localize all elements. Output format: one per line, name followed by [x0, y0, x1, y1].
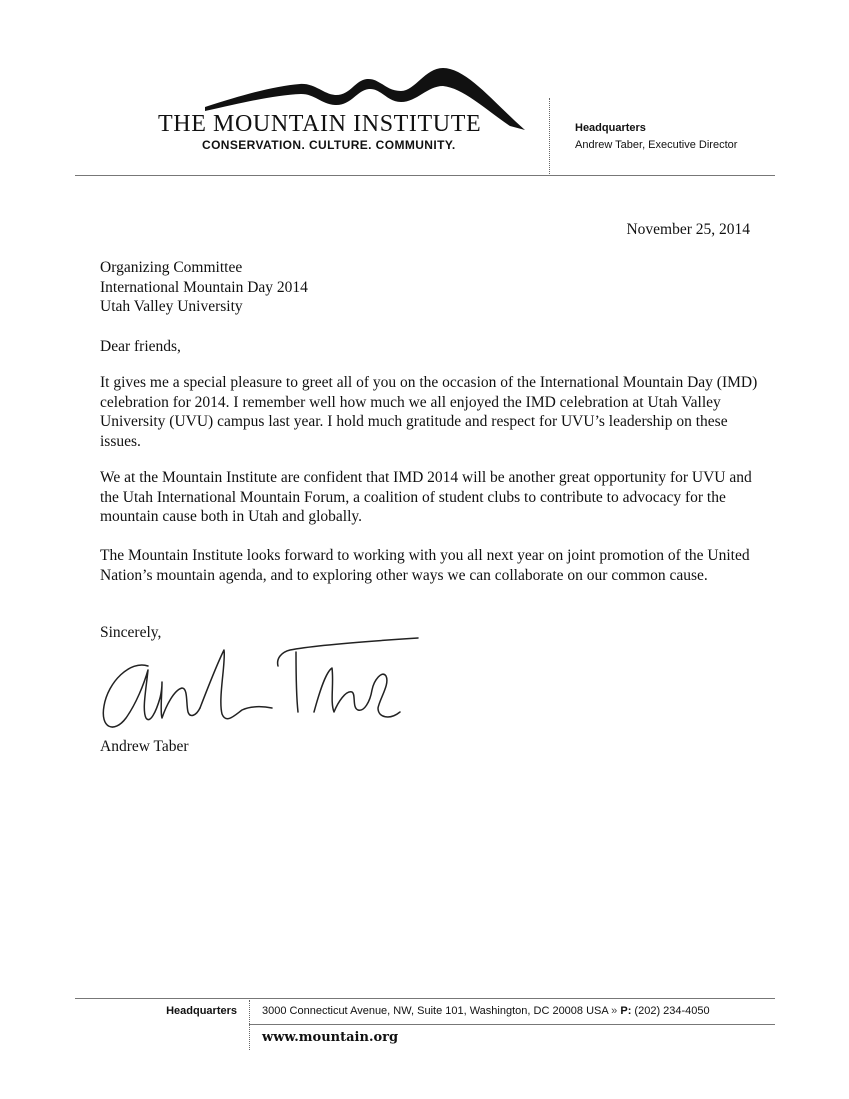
recipient-line: Utah Valley University	[100, 298, 243, 315]
footer-address: 3000 Connecticut Avenue, NW, Suite 101, Washington, DC 20008 USA	[262, 1005, 609, 1017]
signature-icon	[100, 632, 420, 738]
footer-rule	[75, 998, 775, 999]
header-divider	[549, 98, 550, 176]
footer-divider	[249, 1000, 250, 1050]
letter-date: November 25, 2014	[626, 221, 750, 238]
footer-hq-label: Headquarters	[166, 1005, 237, 1017]
body-paragraph: The Mountain Institute looks forward to working with you all next year on joint promotion of the United Nation’s mountain agenda, and to exploring other ways we can collaborate on our common cause.	[100, 547, 750, 584]
footer-separator: »	[611, 1005, 618, 1017]
org-tagline: CONSERVATION. CULTURE. COMMUNITY.	[202, 138, 456, 152]
recipient-line: International Mountain Day 2014	[100, 278, 308, 296]
salutation: Dear friends,	[100, 338, 181, 355]
footer-phone: (202) 234-4050	[634, 1005, 710, 1017]
header-rule	[75, 175, 775, 176]
signer-name: Andrew Taber	[100, 738, 189, 755]
footer-rule	[249, 1024, 775, 1025]
footer-address-line	[262, 1005, 710, 1017]
website-link[interactable]: www.mountain.org	[262, 1030, 399, 1045]
header-director: Andrew Taber, Executive Director	[575, 139, 738, 151]
recipient-line: Organizing Committee	[100, 259, 243, 276]
body-paragraph: It gives me a special pleasure to greet all of you on the occasion of the International Mountain Day (IMD) celebration for 2014. I remember well how much we all enjoyed the IMD celebration at Utah Valley University (UVU) campus last year. I hold much gratitude and respect for UVU’s leadership on these issues.	[100, 374, 758, 450]
closing: Sincerely,	[100, 624, 162, 641]
body-paragraph: We at the Mountain Institute are confident that IMD 2014 will be another great opportunity for UVU and the Utah International Mountain Forum, a coalition of student clubs to contribute to advocacy for the mountain cause both in Utah and globally.	[100, 469, 752, 525]
org-name: THE MOUNTAIN INSTITUTE	[158, 111, 482, 137]
recipient-block	[100, 258, 308, 317]
header-hq-label: Headquarters	[575, 122, 646, 134]
footer-phone-label: P:	[620, 1005, 632, 1017]
